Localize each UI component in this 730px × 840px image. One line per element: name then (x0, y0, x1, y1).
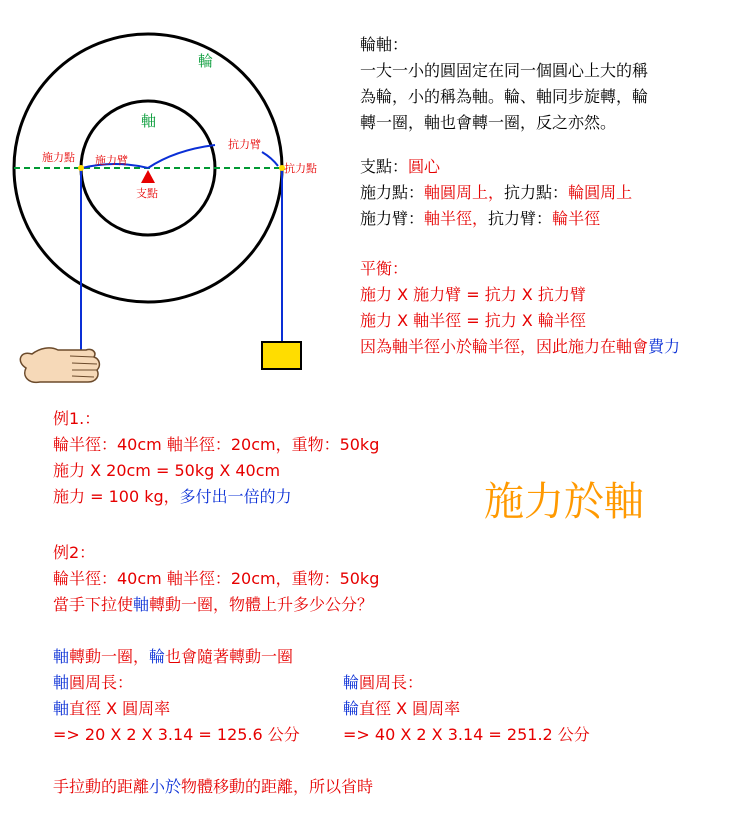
example1-result-emphasis: 多付出一倍的力 (179, 487, 292, 506)
fulcrum-line (360, 154, 440, 180)
load-arm-text-value: 輪半徑 (552, 209, 601, 228)
example1-given: 輪半徑：40cm 軸半徑：20cm，重物：50kg (53, 435, 380, 454)
axle-circumference-result: => 20 X 2 X 3.14 = 125.6 公分 (53, 725, 300, 744)
effort-arm-label: 施力臂 (95, 154, 128, 167)
load-arm-arc (148, 145, 215, 168)
axle-word: 軸 (53, 673, 70, 692)
formula-text: 直徑 X 圓周率 (69, 699, 171, 718)
rotation-statement (53, 644, 293, 670)
effort-point-dot (78, 165, 84, 171)
example1-equation: 施力 X 20cm = 50kg X 40cm (53, 461, 281, 480)
balance-conclusion-emphasis: 費力 (648, 337, 681, 356)
load-arm-text-label: 抗力臂： (488, 209, 553, 228)
arms-line (360, 206, 600, 232)
axle-label: 軸 (141, 112, 157, 130)
load-arm-label: 抗力臂 (228, 138, 261, 151)
axle-circumference-title (53, 670, 133, 696)
wheel-word: 輪 (343, 699, 360, 718)
example2-question (53, 592, 373, 618)
example2-question-part: 當手下拉使 (53, 595, 134, 614)
load-weight-box (262, 342, 301, 369)
wheel-label: 輪 (198, 52, 214, 70)
conclusion-part: 物體移動的距離，所以省時 (181, 777, 374, 796)
load-point-text-value: 輪圓周上 (568, 183, 633, 202)
balance-equation-general: 施力 X 施力臂 = 抗力 X 抗力臂 (360, 285, 586, 304)
conclusion-emphasis: 小於 (149, 777, 182, 796)
definition-title: 輪軸： (360, 35, 409, 54)
axle-word: 軸 (53, 699, 70, 718)
example1-result (53, 484, 292, 510)
load-point-label: 抗力點 (284, 162, 317, 175)
rotation-wheel: 輪 (149, 647, 166, 666)
separator: ， (488, 183, 505, 202)
circumference-word: 圓周長： (359, 673, 424, 692)
definition-line: 轉一圈，軸也會轉一圈，反之亦然。 (360, 113, 617, 132)
wheel-word: 輪 (343, 673, 360, 692)
hand-icon (20, 348, 99, 382)
effort-arm-text-value: 軸半徑 (424, 209, 473, 228)
effort-point-text-value: 軸圓周上 (424, 183, 489, 202)
balance-title: 平衡： (360, 259, 409, 278)
load-arm-arc-end (262, 152, 278, 166)
load-point-text-label: 抗力點： (504, 183, 569, 202)
example1-title: 例1.： (53, 409, 101, 428)
rotation-axle: 軸 (53, 647, 70, 666)
fulcrum-label: 支點 (136, 187, 158, 200)
example2-given: 輪半徑：40cm 軸半徑：20cm，重物：50kg (53, 569, 380, 588)
balance-conclusion (360, 334, 680, 360)
example1-result-text: 施力 = 100 kg， (53, 487, 180, 506)
wheel-diameter-formula (343, 696, 460, 722)
fulcrum-triangle (141, 170, 155, 183)
rotation-part: 轉動一圈， (69, 647, 150, 666)
fulcrum-line-label: 支點： (360, 157, 409, 176)
definition-line: 一大一小的圓固定在同一個圓心上大的稱 (360, 61, 649, 80)
effort-point-text-label: 施力點： (360, 183, 425, 202)
balance-equation-specific: 施力 X 軸半徑 = 抗力 X 輪半徑 (360, 311, 586, 330)
fulcrum-line-value: 圓心 (408, 157, 441, 176)
example2-question-part: 轉動一圈，物體上升多少公分？ (149, 595, 374, 614)
example2-title: 例2： (53, 543, 96, 562)
balance-conclusion-text: 因為軸半徑小於輪半徑，因此施力在軸會 (360, 337, 649, 356)
wheel-circumference-result: => 40 X 2 X 3.14 = 251.2 公分 (343, 725, 590, 744)
big-effort-on-axle-label: 施力於軸 (484, 479, 644, 525)
definition-line: 為輪，小的稱為軸。輪、軸同步旋轉，輪 (360, 87, 649, 106)
wheel-and-axle-diagram (0, 0, 340, 400)
formula-text: 直徑 X 圓周率 (359, 699, 461, 718)
rotation-part: 也會隨著轉動一圈 (165, 647, 294, 666)
example2-question-axle: 軸 (133, 595, 150, 614)
wheel-circumference-title (343, 670, 423, 696)
circumference-word: 圓周長： (69, 673, 134, 692)
effort-arm-text-label: 施力臂： (360, 209, 425, 228)
conclusion (53, 774, 373, 800)
points-line (360, 180, 632, 206)
axle-diameter-formula (53, 696, 170, 722)
effort-point-label: 施力點 (42, 151, 75, 164)
separator: ， (472, 209, 489, 228)
conclusion-part: 手拉動的距離 (53, 777, 150, 796)
